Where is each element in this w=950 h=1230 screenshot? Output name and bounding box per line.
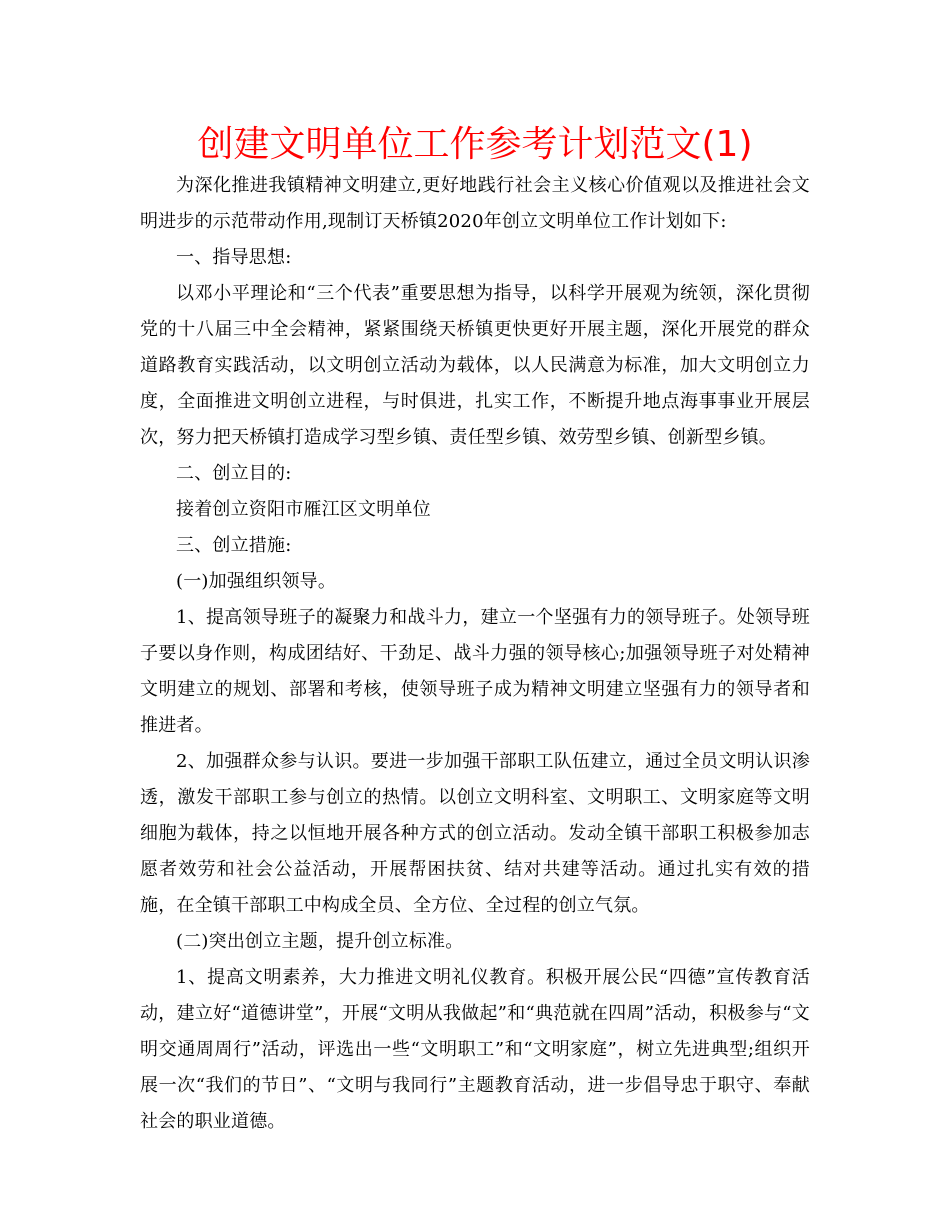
paragraph-intro: 为深化推进我镇精神文明建立,更好地践行社会主义核心价值观以及推进社会文明进步的示范带动作用,现制订天桥镇2020年创立文明单位工作计划如下:	[140, 175, 810, 232]
heading-measures: 三、创立措施:	[176, 535, 292, 556]
document-body	[140, 168, 810, 1140]
paragraph-etiquette: 1、提高文明素养，大力推进文明礼仪教育。积极开展公民“四德”宣传教育活动，建立好“道德讲堂”，开展“文明从我做起”和“典范就在四周”活动，积极参与“文明交通周周行”活动，评选出一些“文明职工”和“文明家庭”，树立先进典型;组织开展一次“我们的节日”、“文明与我同行”主题教育活动，进一步倡导忠于职守、奉献社会的职业道德。	[140, 967, 810, 1132]
paragraph-guiding-thought: 以邓小平理论和“三个代表”重要思想为指导，以科学开展观为统领，深化贯彻党的十八届三中全会精神，紧紧围绕天桥镇更快更好开展主题，深化开展党的群众道路教育实践活动，以文明创立活动为载体，以人民满意为标准，加大文明创立力度，全面推进文明创立进程，与时俱进，扎实工作，不断提升地点海事事业开展层次，努力把天桥镇打造成学习型乡镇、责任型乡镇、效劳型乡镇、创新型乡镇。	[140, 283, 810, 448]
heading-goal: 二、创立目的:	[176, 463, 292, 484]
paragraph-participation: 2、加强群众参与认识。要进一步加强干部职工队伍建立，通过全员文明认识渗透，激发干部职工参与创立的热情。以创立文明科室、文明职工、文明家庭等文明细胞为载体，持之以恒地开展各种方式的创立活动。发动全镇干部职工积极参加志愿者效劳和社会公益活动，开展帮困扶贫、结对共建等活动。通过扎实有效的措施，在全镇干部职工中构成全员、全方位、全过程的创立气氛。	[140, 751, 810, 916]
paragraph-goal: 接着创立资阳市雁江区文明单位	[176, 499, 431, 520]
document-title: 创建文明单位工作参考计划范文(1)	[197, 124, 753, 165]
heading-guiding-thought: 一、指导思想:	[176, 247, 292, 268]
subheading-theme: (二)突出创立主题，提升创立标准。	[176, 931, 464, 952]
subheading-organization: (一)加强组织领导。	[176, 571, 337, 592]
paragraph-leadership: 1、提高领导班子的凝聚力和战斗力，建立一个坚强有力的领导班子。处领导班子要以身作则，构成团结好、干劲足、战斗力强的领导核心;加强领导班子对处精神文明建立的规划、部署和考核，使领导班子成为精神文明建立坚强有力的领导者和推进者。	[140, 607, 810, 736]
